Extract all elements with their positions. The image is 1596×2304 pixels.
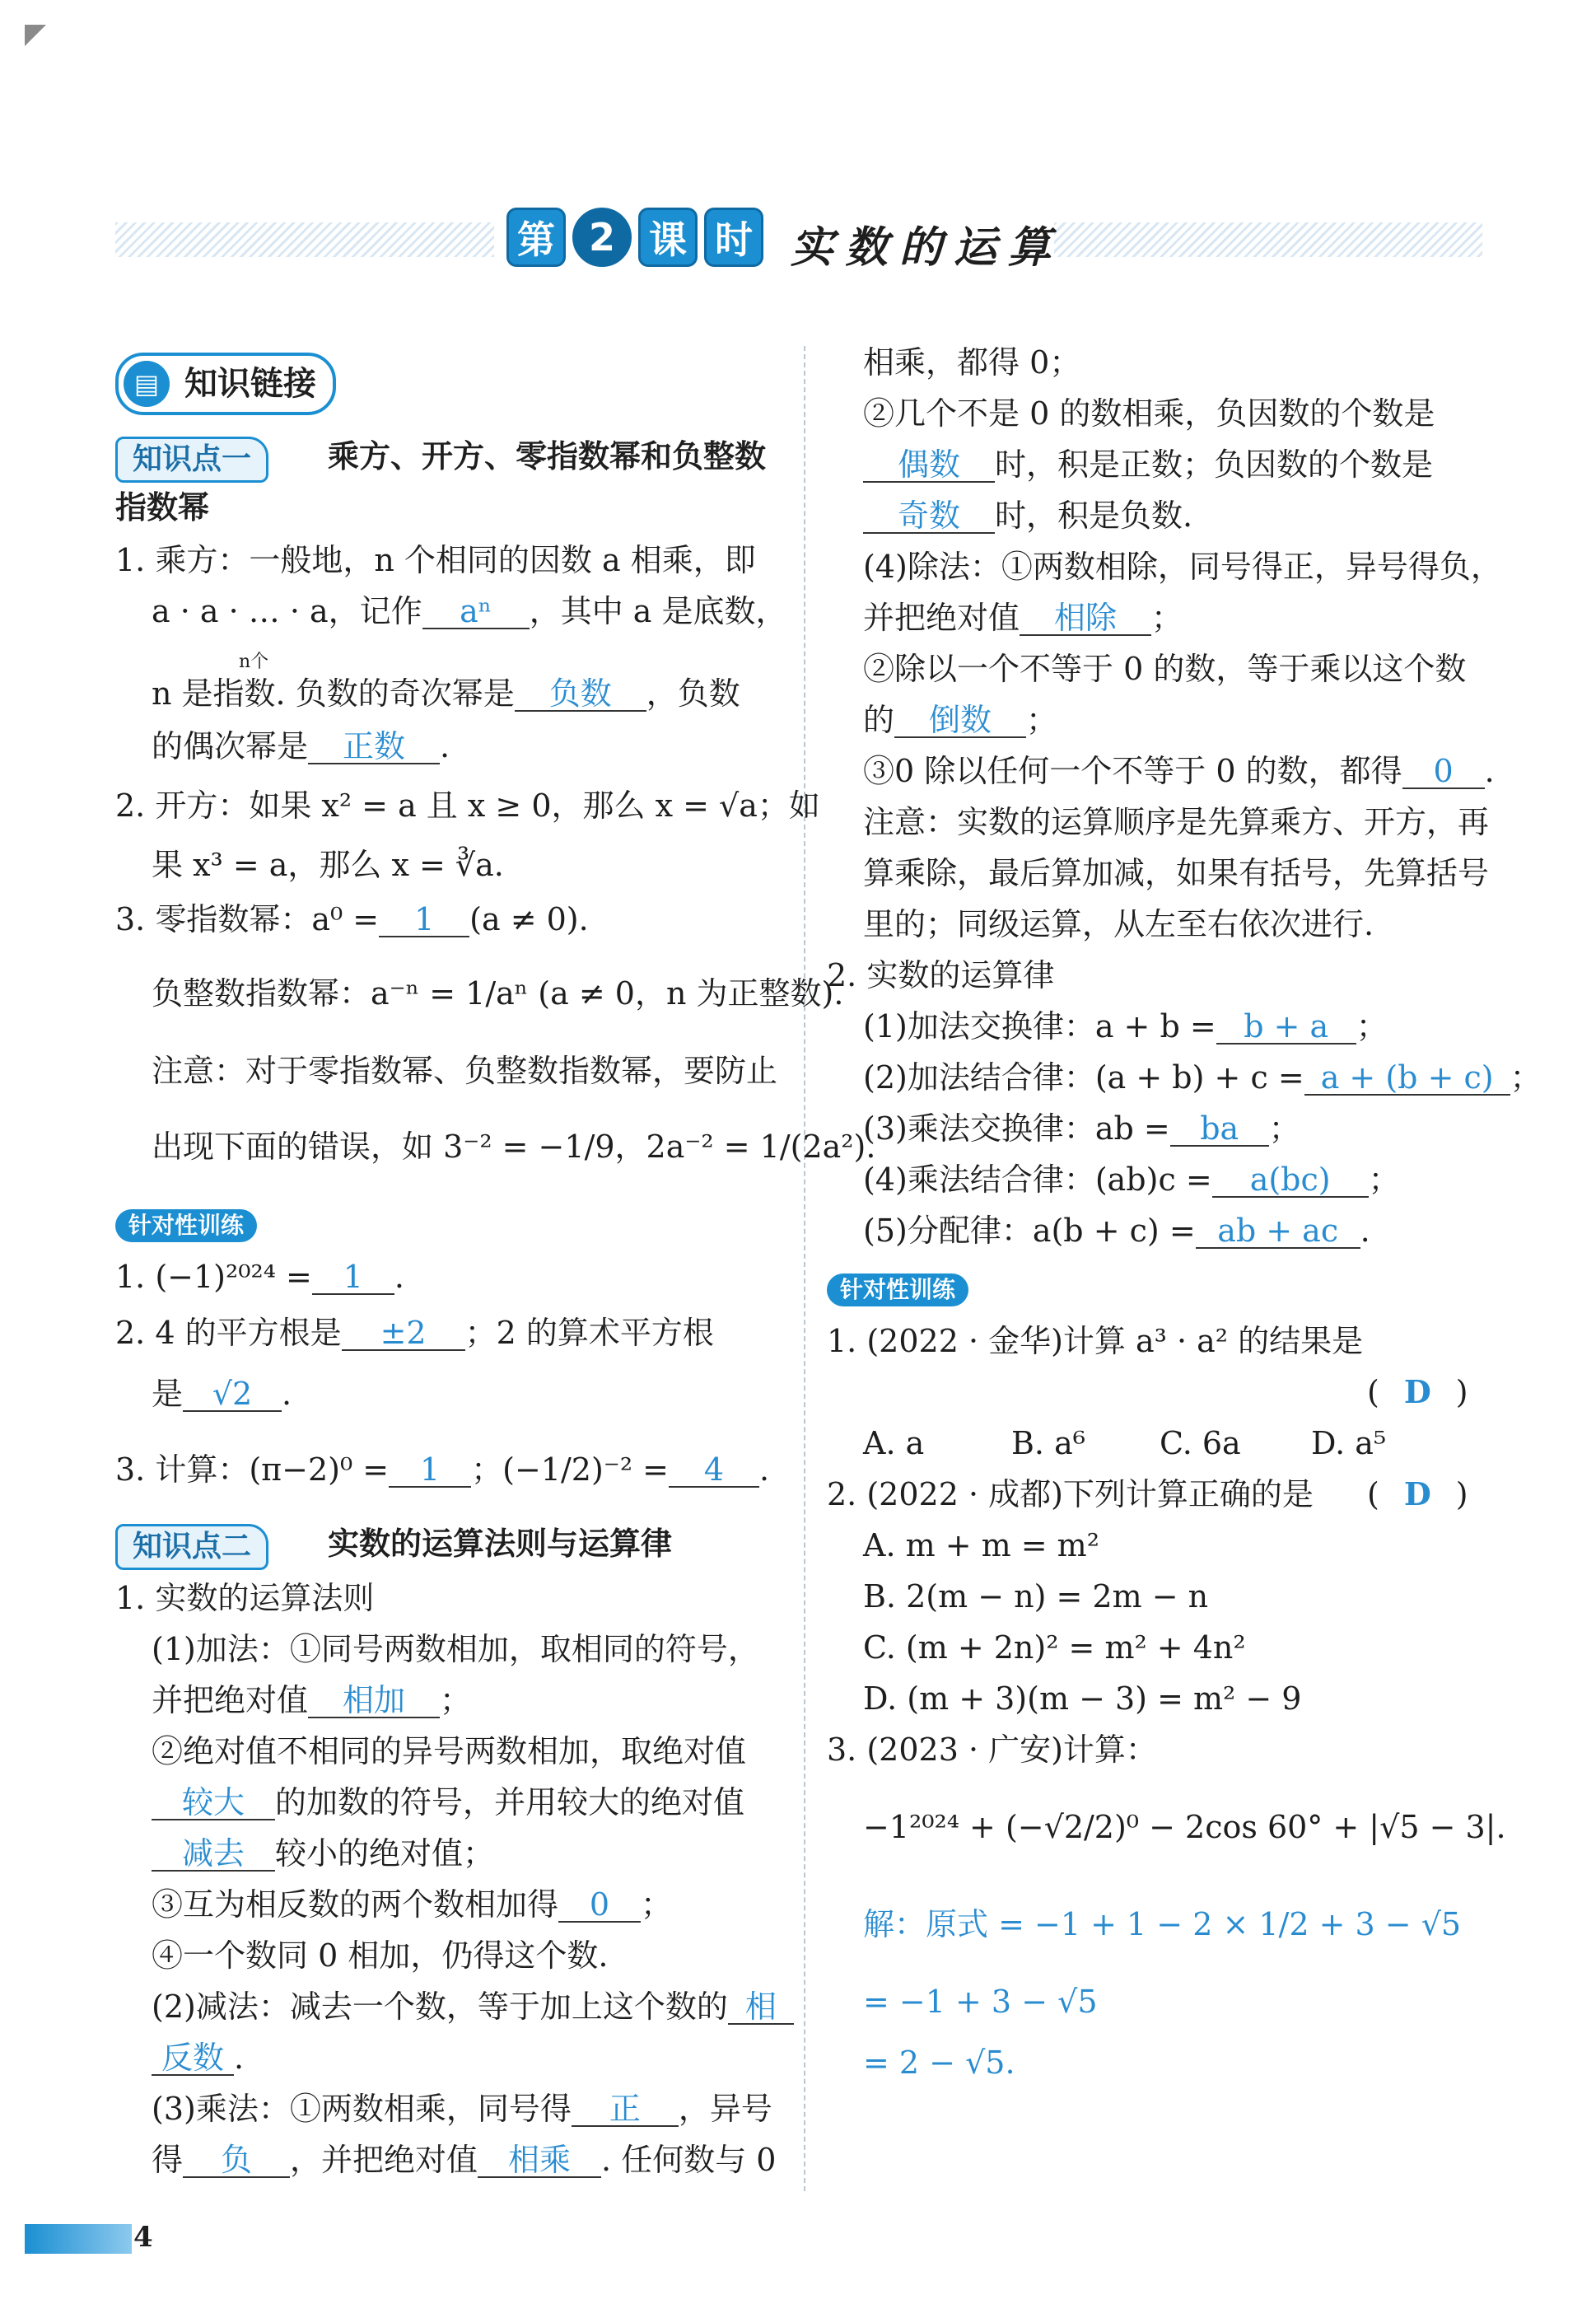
line-8: 负整数指数幂：a⁻ⁿ = 1/aⁿ (a ≠ 0，n 为正整数).: [152, 975, 844, 1012]
q2-option-c: C. (m + 2n)² = m² + 4n²: [863, 1629, 1246, 1666]
text: 1. (−1)²⁰²⁴ =: [115, 1259, 312, 1295]
answer-multiply: 相乘: [478, 2143, 601, 2178]
q1-answer: [1367, 1373, 1468, 1410]
q2-option-d: D. (m + 3)(m − 3) = m² − 9: [863, 1680, 1302, 1717]
law-1: [863, 1010, 1388, 1045]
text: ③0 除以任何一个不等于 0 的数，都得: [863, 753, 1402, 789]
text: 2. 4 的平方根是: [115, 1315, 342, 1351]
right-line-6: [863, 601, 1183, 636]
text: 得: [152, 2142, 184, 2178]
text: ；: [1356, 1008, 1388, 1045]
answer-arith-root: √2: [183, 1377, 282, 1412]
text: ，异号: [678, 2091, 772, 2127]
text: 3. 计算：(π−2)⁰ =: [115, 1451, 390, 1488]
q1: 1. (2022 · 金华)计算 a³ · a² 的结果是: [827, 1323, 1364, 1359]
right-line-2: ②几个不是 0 的数相乘，负因数的个数是: [863, 395, 1435, 432]
practice1-q1: [115, 1260, 404, 1295]
right-line-12: 里的；同级运算，从左至右依次进行.: [863, 906, 1374, 942]
text: 时，积是负数.: [995, 498, 1193, 534]
line-4: [152, 730, 450, 764]
q1-option-d: D. a⁵: [1311, 1425, 1387, 1461]
law-5: [863, 1214, 1370, 1249]
answer-reciprocal: 倒数: [894, 703, 1026, 738]
q3-solution-1: 解：原式 = −1 + 1 − 2 × 1/2 + 3 − √5: [863, 1906, 1462, 1942]
text: 3. 零指数幂：a⁰ =: [115, 901, 380, 937]
rule-add-4: ④一个数同 0 相加，仍得这个数.: [152, 1937, 609, 1974]
line-9: 注意：对于零指数幂、负整数指数幂，要防止: [152, 1053, 778, 1089]
law-2: [863, 1061, 1542, 1096]
text: 时，积是正数；负因数的个数是: [995, 446, 1434, 483]
lesson-tab-4: 时: [704, 208, 763, 267]
text: (2)加法结合律：(a + b) + c =: [863, 1059, 1304, 1096]
text: 是: [152, 1376, 184, 1412]
rule-subtract-b: [152, 2041, 244, 2076]
text: ): [1455, 1374, 1468, 1410]
header-band-right: [1054, 222, 1482, 257]
answer-even-count: 偶数: [863, 448, 995, 483]
answer-same-sign: 正: [572, 2092, 679, 2127]
text: .: [1360, 1213, 1370, 1249]
kp1-title-2: 指数幂: [115, 489, 210, 526]
text: ；(−1/2)⁻² =: [471, 1451, 669, 1488]
q3-solution-2: = −1 + 3 − √5: [863, 1984, 1098, 2020]
text: .: [1484, 753, 1495, 789]
answer-law-5: ab + ac: [1196, 1214, 1360, 1249]
line-10: 出现下面的错误，如 3⁻² = −1/9，2a⁻² = 1/(2a²).: [152, 1129, 876, 1165]
lesson-tab-1: 第: [506, 208, 566, 267]
q1-option-b: B. a⁶: [1011, 1425, 1085, 1461]
q2: 2. (2022 · 成都)下列计算正确的是: [827, 1476, 1314, 1512]
rule-add-1b: [152, 1684, 471, 1718]
text: (4)乘法结合律：(ab)c =: [863, 1161, 1212, 1198]
text: (1)加法交换律：a + b =: [863, 1008, 1216, 1045]
answer-practice1-q1: 1: [312, 1260, 394, 1295]
kp1-badge: 知识点一: [115, 437, 268, 483]
answer-add: 相加: [308, 1684, 440, 1718]
practice1-q3: [115, 1453, 769, 1488]
kp2-title: 实数的运算法则与运算律: [328, 1526, 673, 1562]
q2-answer-letter: D: [1403, 1475, 1431, 1512]
text: (3)乘法：①两数相乘，同号得: [152, 2091, 572, 2127]
q3: 3. (2023 · 广安)计算：: [827, 1732, 1157, 1768]
practice1-q2-cont: [152, 1377, 292, 1412]
answer-divide: 相除: [1020, 601, 1151, 636]
right-line-7: ②除以一个不等于 0 的数，等于乘以这个数: [863, 651, 1467, 687]
line-2: [152, 595, 787, 629]
line-7: [115, 903, 589, 937]
text: ；: [1368, 1161, 1400, 1198]
laws-heading: 2. 实数的运算律: [827, 957, 1055, 993]
right-line-11: 算乘除，最后算加减，如果有括号，先算括号: [863, 855, 1490, 891]
answer-zero-div: 0: [1402, 755, 1485, 789]
text: ): [1455, 1476, 1468, 1512]
q1-option-c: C. 6a: [1160, 1425, 1241, 1461]
answer-opposites-sum: 0: [558, 1888, 641, 1923]
answer-subtract: 减去: [152, 1837, 275, 1872]
q1-option-a: A. a: [863, 1425, 925, 1461]
right-line-4: [863, 499, 1192, 534]
answer-odd-power: 负数: [515, 677, 646, 712]
text: .: [759, 1451, 770, 1488]
text: ；: [440, 1682, 472, 1718]
text: n 是指数. 负数的奇次幂是: [152, 675, 515, 712]
q2-answer: [1367, 1475, 1468, 1512]
line-1: 1. 乘方：一般地，n 个相同的因数 a 相乘，即: [115, 542, 756, 578]
text: .: [234, 2040, 245, 2076]
corner-mark: [25, 25, 46, 46]
kp1-title: 乘方、开方、零指数幂和负整数: [328, 438, 767, 474]
law-4: [863, 1163, 1400, 1198]
line-3: [152, 677, 740, 712]
right-line-5: (4)除法：①两数相除，同号得正，异号得负，: [863, 549, 1502, 585]
answer-opposite-part1: 相: [728, 1990, 794, 2025]
n-factors-label: n个: [239, 652, 269, 672]
text: (a ≠ 0).: [469, 901, 589, 937]
product-expression: a · a · … · a，记作: [152, 593, 422, 629]
answer-odd-count: 奇数: [863, 499, 995, 534]
right-line-8: [863, 703, 1057, 738]
page-title: 实数的运算: [791, 222, 1063, 273]
text: 的偶次幂是: [152, 728, 309, 764]
text: . 任何数与 0: [601, 2142, 777, 2178]
line-5: 2. 开方：如果 x² = a 且 x ≥ 0，那么 x = √a；如: [115, 787, 820, 824]
lesson-tab-3: 课: [638, 208, 698, 267]
q3-expression: −1²⁰²⁴ + (−√2/2)⁰ − 2cos 60° + |√5 − 3|.: [863, 1809, 1506, 1845]
line-6: 果 x³ = a，那么 x = ∛a.: [152, 847, 504, 883]
right-line-10: 注意：实数的运算顺序是先算乘方、开方，再: [863, 804, 1490, 840]
answer-opposite-part2: 反数: [152, 2041, 234, 2076]
lesson-tab-number: 2: [572, 208, 632, 267]
text: 的: [863, 702, 895, 738]
text: .: [394, 1259, 404, 1295]
book-icon: ▤: [124, 361, 170, 407]
q1-answer-letter: D: [1403, 1373, 1431, 1410]
text: ，负数: [646, 675, 740, 712]
answer-pi-power: 1: [389, 1453, 471, 1488]
text: ；2 的算术平方根: [464, 1315, 714, 1351]
answer-law-4: a(bc): [1212, 1163, 1369, 1198]
rule-add-1: (1)加法：①同号两数相加，取相同的符号，: [152, 1631, 759, 1667]
text: (3)乘法交换律：ab =: [863, 1110, 1170, 1147]
lesson-tabs: [506, 208, 763, 267]
text: ；: [1151, 600, 1183, 636]
text: ③互为相反数的两个数相加得: [152, 1886, 559, 1923]
right-line-9: [863, 755, 1495, 789]
rule-add-3: [152, 1888, 672, 1923]
text: ；: [1510, 1059, 1542, 1096]
answer-law-2: a + (b + c): [1304, 1061, 1510, 1096]
kp2-badge: 知识点二: [115, 1524, 268, 1570]
answer-even-power: 正数: [308, 730, 440, 764]
answer-power: aⁿ: [422, 595, 530, 629]
knowledge-link-badge: [115, 353, 336, 415]
page-number: 4: [133, 2221, 153, 2254]
text: 较小的绝对值；: [275, 1835, 495, 1872]
column-divider: [804, 346, 805, 2191]
answer-law-1: b + a: [1216, 1010, 1356, 1045]
text: 的加数的符号，并用较大的绝对值: [275, 1784, 745, 1820]
answer-diff-sign: 负: [183, 2143, 290, 2178]
rules-heading: 1. 实数的运算法则: [115, 1580, 375, 1616]
text: ，并把绝对值: [290, 2142, 478, 2178]
text: ；: [1026, 702, 1058, 738]
rule-multiply: [152, 2092, 772, 2127]
practice-badge-1: 针对性训练: [115, 1209, 257, 1242]
right-line-1: 相乘，都得 0；: [863, 344, 1081, 381]
header-band-left: [115, 222, 494, 257]
footer-bar: [25, 2224, 132, 2254]
law-3: [863, 1112, 1300, 1147]
rule-add-2b: [152, 1786, 744, 1820]
rule-multiply-b: [152, 2143, 776, 2178]
text: 并把绝对值: [152, 1682, 309, 1718]
rule-add-2: ②绝对值不相同的异号两数相加，取绝对值: [152, 1733, 747, 1769]
rule-subtract: [152, 1990, 794, 2025]
practice-badge-2: 针对性训练: [827, 1274, 968, 1306]
text: (5)分配律：a(b + c) =: [863, 1213, 1196, 1249]
q2-option-b: B. 2(m − n) = 2m − n: [863, 1578, 1209, 1615]
text: 并把绝对值: [863, 600, 1020, 636]
text: .: [282, 1376, 292, 1412]
q3-solution-3: = 2 − √5.: [863, 2045, 1015, 2081]
text: .: [440, 728, 450, 764]
answer-neg-half-power: 4: [669, 1453, 759, 1488]
text: (: [1367, 1476, 1379, 1512]
text: (2)减法：减去一个数，等于加上这个数的: [152, 1989, 728, 2025]
text: (: [1367, 1374, 1379, 1410]
answer-larger: 较大: [152, 1786, 275, 1820]
text: ；: [641, 1886, 673, 1923]
answer-zero-power: 1: [379, 903, 469, 937]
knowledge-link-label: 知识链接: [184, 365, 316, 403]
right-line-3: [863, 448, 1433, 483]
q2-option-a: A. m + m = m²: [863, 1527, 1099, 1563]
answer-square-root: ±2: [342, 1316, 465, 1351]
text: ；: [1268, 1110, 1300, 1147]
text: ，其中 a 是底数，: [529, 593, 787, 629]
practice1-q2: [115, 1316, 714, 1351]
answer-law-3: ba: [1170, 1112, 1269, 1147]
rule-add-2c: [152, 1837, 494, 1872]
